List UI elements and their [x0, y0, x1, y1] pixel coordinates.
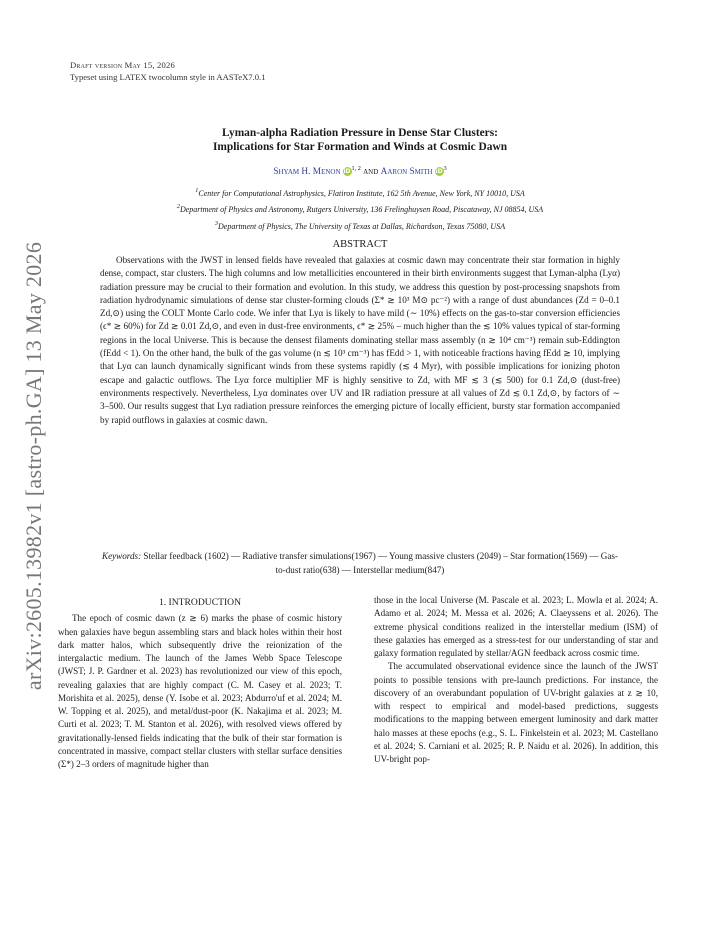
- abstract-text: Observations with the JWST in lensed fields have revealed that galaxies at cosmic dawn may concentrate their star formation in highly dense, compact, star clusters. The high columns and low metallicities encountered in their birth environments suggest that Lyman-alpha (Lyα) radiation pressure may be crucial to their formation and evolution. In this study, we address this question by post-processing snapshots from radiation hydrodynamic simulations of dense star cluster-forming clouds (Σ* ≳ 10³ M⊙ pc⁻²) with a range of dust abundances (Zd = 0–0.1 Zd,⊙) using the COLT Monte Carlo code. We infer that Lyα is likely to have mild (∼ 10%) effects on the gas-to-star conversion efficiencies (ϵ* ≳ 60%) for Zd ≳ 0.01 Zd,⊙, and even in dust-free environments, ϵ* ≳ 25% – much higher than the ≲ 10% values typical of star-forming regions in the local Universe. This is because the densest filaments dominating stellar mass assembly (n ≳ 10⁴ cm⁻³) remain sub-Eddington (fEdd < 1). On the other hand, the bulk of the gas volume (n ≲ 10³ cm⁻³) has fEdd > 1, with noticeable fractions having fEdd ≳ 10, implying that Lyα can launch dynamically significant winds from these systems rapidly (≲ 4 Myr), with possible implications for ionizing photon escape and galactic outflows. The Lyα force multiplier MF is highly sensitive to Zd, with MF ≲ 3 (≲ 500) for 0.1 Zd,⊙ (dust-free) environments respectively. Nevertheless, Lyα dominates over UV and IR radiation pressure at all values of Zd ≲ 0.1 Zd,⊙, by factors of ∼ 3–500. Our results suggest that Lyα radiation pressure reinforces the emerging picture of locally efficient, bursty star formation accompanied by rapid outflows in galaxies at cosmic dawn.: [100, 255, 620, 425]
- author-2-name[interactable]: Aaron Smith: [380, 167, 433, 177]
- affiliations: [80, 184, 640, 233]
- intro-paragraph-2: The accumulated observational evidence since the launch of the JWST points to possible tensions with pre-launch predictions. For instance, the discovery of an overabundant population of UV-bright galaxies at z ≳ 10, with respect to empirical and model-based predictions, suggests modifications to the mapping between emergent luminosity and dark matter halo masses at these epochs (e.g., S. L. Finkelstein et al. 2023; M. Castellano et al. 2024; S. Carniani et al. 2025; R. P. Naidu et al. 2026). In addition, this UV-bright pop-: [374, 661, 658, 764]
- affiliation-text: Center for Computational Astrophysics, Flatiron Institute, 162 5th Avenue, New York, NY 10010, USA: [198, 189, 525, 198]
- title-line-1: Lyman-alpha Radiation Pressure in Dense Star Clusters:: [222, 127, 498, 139]
- intro-paragraph-1-cont: those in the local Universe (M. Pascale et al. 2023; L. Mowla et al. 2024; A. Adamo et al. 2024; M. Messa et al. 2026; A. Claeyssens et al. 2026). The extreme physical conditions realized in the interstellar medium (ISM) of these galaxies has emerged as a stress-test for our understanding of star and galaxy formation regulated by stellar/AGN feedback across cosmic time.: [374, 595, 658, 658]
- affiliation-3: [80, 217, 640, 233]
- author-1-affil-marks: 1, 2: [351, 165, 361, 172]
- left-column: [58, 596, 342, 771]
- intro-paragraph-1: The epoch of cosmic dawn (z ≳ 6) marks the phase of cosmic history when galaxies have begun assembling stars and black holes within their host dark matter halos, which subsequently drive the reionization of the intergalactic medium. The launch of the James Webb Space Telescope (JWST; J. P. Gardner et al. 2023) has revolutionized our view of this epoch, revealing galaxies that are highly compact (C. M. Casey et al. 2023; T. Morishita et al. 2025), dense (Y. Isobe et al. 2023; Abdurro'uf et al. 2024; M. W. Topping et al. 2025), and metal/dust-poor (K. Nakajima et al. 2023; M. Curti et al. 2023; T. M. Stanton et al. 2026), with resolved views offered by gravitationally-lensed fields indicating that the bulk of their star formation is concentrated in massive, compact stellar clusters with stellar surface densities (Σ*) 2–3 orders of magnitude higher than: [58, 613, 342, 769]
- draft-version-line: Draft version May 15, 2026: [70, 60, 176, 70]
- affiliation-number: 2: [176, 203, 180, 211]
- keywords-label: Keywords:: [102, 551, 142, 561]
- affiliation-2: [80, 200, 640, 216]
- affiliation-text: Department of Physics and Astronomy, Rutgers University, 136 Frelinghuysen Road, Piscataway, NJ 08854, USA: [179, 205, 544, 215]
- affiliation-text: Department of Physics, The University of Texas at Dallas, Richardson, Texas 75080, USA: [218, 221, 506, 231]
- author-list: [100, 165, 620, 177]
- right-column: [374, 594, 658, 766]
- affiliation-number: 1: [195, 187, 199, 194]
- paper-title: [100, 127, 620, 154]
- abstract-body: [100, 254, 620, 427]
- affiliation-number: 3: [214, 219, 218, 227]
- arxiv-stamp: arXiv:2605.13982v1 [astro-ph.GA] 13 May 2026: [21, 241, 46, 691]
- affiliation-1: [80, 184, 640, 200]
- author-2-affil-marks: 3: [443, 165, 447, 172]
- abstract-heading: ABSTRACT: [332, 239, 388, 250]
- keywords: [100, 549, 620, 577]
- draft-header: [70, 59, 265, 83]
- orcid-icon[interactable]: iD: [343, 168, 351, 175]
- title-line-2: Implications for Star Formation and Winds at Cosmic Dawn: [212, 140, 508, 153]
- orcid-icon[interactable]: iD: [435, 168, 443, 175]
- keywords-text: Stellar feedback (1602) — Radiative transfer simulations(1967) — Young massive clusters (2049) – Star formation(1569) — Gas-to-dust ratio(638) — Interstellar medium(847): [143, 551, 618, 575]
- section-heading-introduction: 1. INTRODUCTION: [158, 597, 242, 608]
- author-1-name[interactable]: Shyam H. Menon: [273, 167, 341, 177]
- typeset-line: Typeset using LATEX twocolumn style in AASTeX7.0.1: [70, 72, 266, 82]
- author-conjunction: and: [363, 167, 379, 177]
